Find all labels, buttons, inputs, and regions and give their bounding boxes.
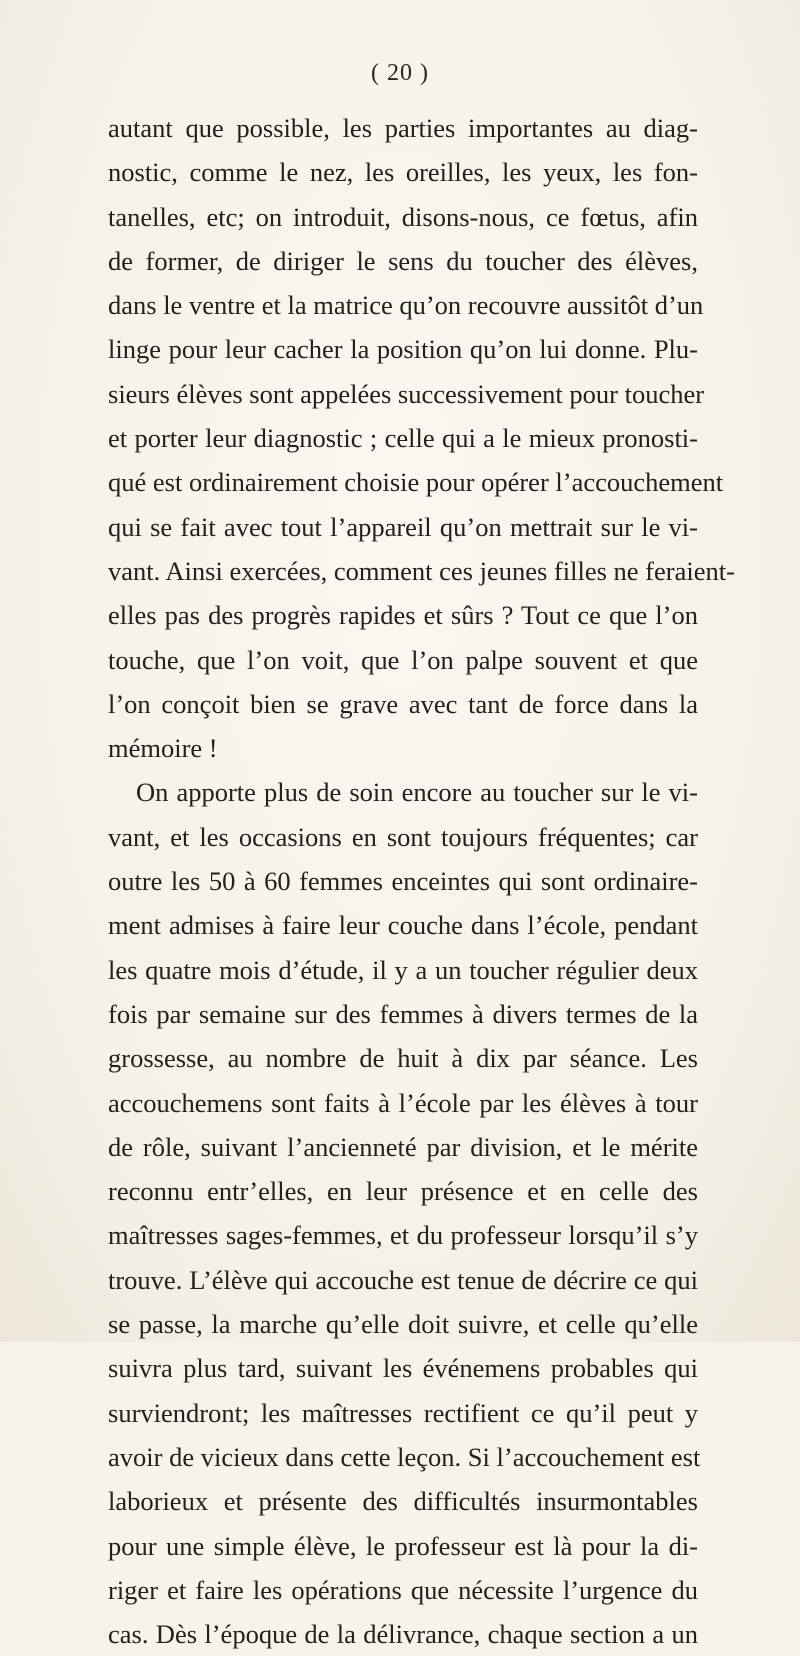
text-line: cas. Dès l’époque de la délivrance, chaque section a un xyxy=(108,1619,698,1650)
text-line: trouve. L’élève qui accouche est tenue de décrire ce qui xyxy=(108,1264,698,1295)
text-line: grossesse, au nombre de huit à dix par séance. Les xyxy=(108,1043,698,1074)
text-line: avoir de vicieux dans cette leçon. Si l’accouchement est xyxy=(108,1441,701,1472)
text-line: autant que possible, les parties importantes au diag- xyxy=(108,113,698,143)
text-line: dans le ventre et la matrice qu’on recouvre aussitôt d’un xyxy=(108,290,704,321)
text-line: qui se fait avec tout l’appareil qu’on mettrait sur le vi- xyxy=(108,511,698,542)
text-line: ment admises à faire leur couche dans l’école, pendant xyxy=(108,910,698,941)
text-line: outre les 50 à 60 femmes enceintes qui sont ordinaire- xyxy=(108,866,698,897)
text-line: fois par semaine sur des femmes à divers termes de la xyxy=(108,998,698,1029)
text-line: riger et faire les opérations que nécessite l’urgence du xyxy=(108,1574,698,1605)
text-line: linge pour leur cacher la position qu’on lui donne. Plu- xyxy=(108,334,698,365)
text-line: vant. Ainsi exercées, comment ces jeunes filles ne feraient- xyxy=(108,555,735,586)
text-line: qué est ordinairement choisie pour opérer l’accouchement xyxy=(108,467,724,498)
text-line: vant, et les occasions en sont toujours fréquentes; car xyxy=(108,821,698,852)
text-line: tanelles, etc; on introduit, disons-nous, ce fœtus, afin xyxy=(108,201,698,232)
page-number: ( 20 ) xyxy=(371,60,429,86)
text-line: suivra plus tard, suivant les événemens probables qui xyxy=(108,1353,698,1384)
text-line: les quatre mois d’étude, il y a un toucher régulier deux xyxy=(108,954,698,985)
paragraph-end-line: mémoire ! xyxy=(108,733,218,764)
paragraph-start-line: On apporte plus de soin encore au toucher sur le vi- xyxy=(136,777,698,808)
text-line: surviendront; les maîtresses rectifient ce qu’il peut y xyxy=(108,1397,698,1428)
body-text xyxy=(108,106,735,1656)
text-line: accouchemens sont faits à l’école par les élèves à tour xyxy=(108,1087,698,1118)
text-line: laborieux et présente des difficultés insurmontables xyxy=(108,1486,698,1517)
text-line: pour une simple élève, le professeur est là pour la di- xyxy=(108,1530,698,1561)
text-line: reconnu entr’elles, en leur présence et en celle des xyxy=(108,1176,698,1207)
text-line: touche, que l’on voit, que l’on palpe souvent et que xyxy=(108,644,698,675)
text-line: de rôle, suivant l’ancienneté par division, et le mérite xyxy=(108,1131,698,1162)
text-line: elles pas des progrès rapides et sûrs ? Tout ce que l’on xyxy=(108,600,698,631)
text-line: se passe, la marche qu’elle doit suivre, et celle qu’elle xyxy=(108,1309,698,1340)
text-line: maîtresses sages-femmes, et du professeur lorsqu’il s’y xyxy=(108,1220,698,1251)
text-line: l’on conçoit bien se grave avec tant de force dans la xyxy=(108,688,698,719)
text-line: et porter leur diagnostic ; celle qui a le mieux pronosti- xyxy=(108,423,698,454)
text-line: de former, de diriger le sens du toucher des élèves, xyxy=(108,245,698,276)
text-line: nostic, comme le nez, les oreilles, les yeux, les fon- xyxy=(108,157,698,188)
text-line: sieurs élèves sont appelées successivement pour toucher xyxy=(108,378,705,409)
